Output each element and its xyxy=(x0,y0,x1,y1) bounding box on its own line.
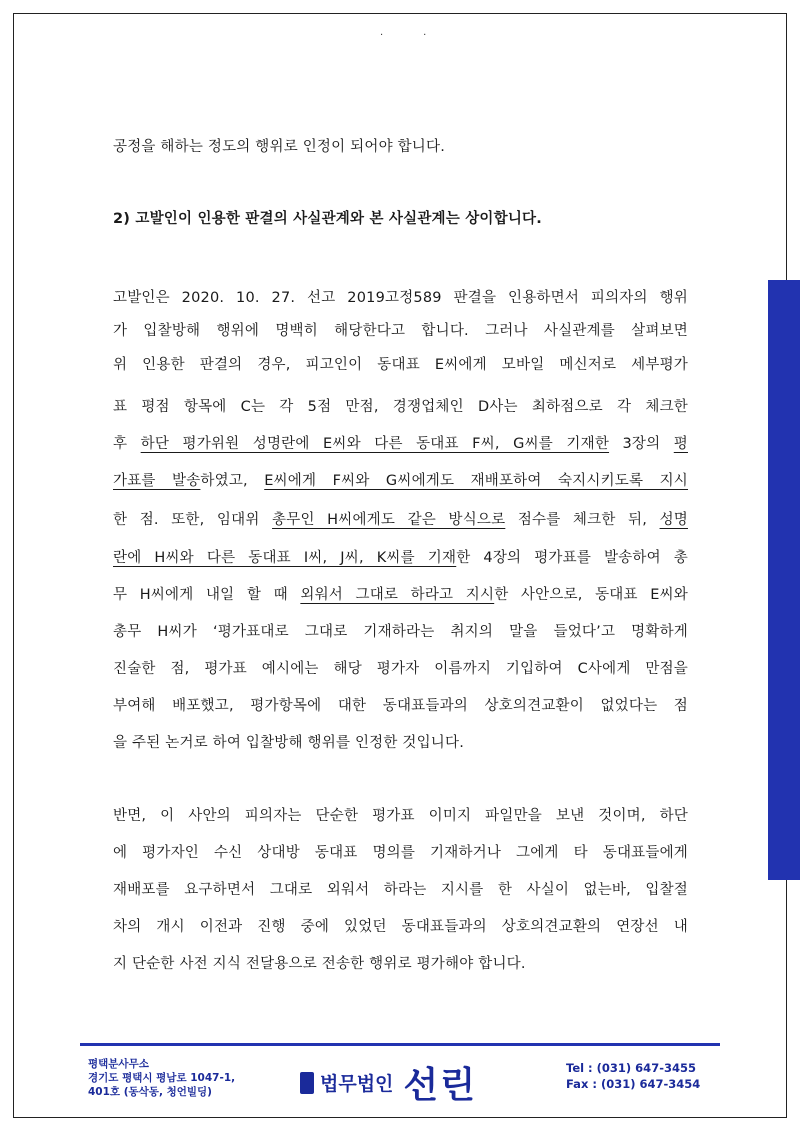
firm-logo-icon xyxy=(300,1072,314,1094)
underlined-text: E씨에게 F씨와 G씨에게도 재배포하여 숙지시키도록 지시 xyxy=(264,473,689,489)
text-segment: 3장의 xyxy=(609,436,674,452)
body-line xyxy=(113,806,688,826)
section-heading xyxy=(113,209,688,229)
body-line xyxy=(113,137,688,157)
text-segment: 고발인은 2020. 10. 27. 선고 2019고정589 판결을 인용하면서 피의자의 행위 xyxy=(113,290,688,306)
text-segment: 한 사안으로, 동대표 E씨와 xyxy=(494,587,688,603)
text-segment: 부여해 배포했고, 평가항목에 대한 동대표들과의 상호의견교환이 없었다는 점 xyxy=(113,698,688,714)
body-line xyxy=(113,917,688,937)
underlined-text: 외워서 그대로 하라고 지시 xyxy=(300,587,495,603)
body-line xyxy=(113,288,688,308)
text-segment: 에 평가자인 수신 상대방 동대표 명의를 기재하거나 그에게 타 동대표들에게 xyxy=(113,845,688,861)
address-line-1: 경기도 평택시 평남로 1047-1, xyxy=(88,1072,236,1084)
text-segment: 진술한 점, 평가표 예시에는 해당 평가자 이름까지 기입하여 C사에게 만점을 xyxy=(113,661,688,677)
underlined-text: 하단 평가위원 성명란에 E씨와 다른 동대표 F씨, G씨를 기재한 xyxy=(140,436,610,452)
underlined-text: 성명 xyxy=(659,512,688,528)
body-line xyxy=(113,843,688,863)
text-segment: 무 H씨에게 내일 할 때 xyxy=(113,587,301,603)
underlined-text: 란에 H씨와 다른 동대표 I씨, J씨, K씨를 기재 xyxy=(113,550,457,566)
text-segment: 하였고, xyxy=(200,473,265,489)
text-segment: 2) 고발인이 인용한 판결의 사실관계와 본 사실관계는 상이합니다. xyxy=(113,211,542,227)
underlined-text: 총무인 H씨에게도 같은 방식으로 xyxy=(272,512,506,528)
text-segment: 위 인용한 판결의 경우, 피고인이 동대표 E씨에게 모바일 메신저로 세부평가 xyxy=(113,357,688,373)
body-line xyxy=(113,622,688,642)
underlined-text: 평 xyxy=(673,436,688,452)
text-segment: 총무 H씨가 ‘평가표대로 그대로 기재하라는 취지의 말을 들었다’고 명확하게 xyxy=(113,624,688,640)
text-segment: 표 평점 항목에 C는 각 5점 만점, 경쟁업체인 D사는 최하점으로 각 체크한 xyxy=(113,399,688,415)
phone-number: Tel : (031) 647-3455 xyxy=(566,1061,696,1075)
text-segment: 한 4장의 평가표를 발송하여 총 xyxy=(456,550,688,566)
firm-name: 선린 xyxy=(403,1065,477,1106)
text-segment: 후 xyxy=(113,436,141,452)
text-segment: 지 단순한 사전 지식 전달용으로 전송한 행위로 평가해야 합니다. xyxy=(113,956,526,972)
text-segment: 공정을 해하는 정도의 행위로 인정이 되어야 합니다. xyxy=(113,139,446,155)
text-segment: 을 주된 논거로 하여 입찰방해 행위를 인정한 것입니다. xyxy=(113,735,465,751)
body-line xyxy=(113,548,688,568)
letterhead-footer xyxy=(0,1040,800,1132)
text-segment: 반면, 이 사안의 피의자는 단순한 평가표 이미지 파일만을 보낸 것이며, 하단 xyxy=(113,808,688,824)
office-address xyxy=(88,1057,235,1099)
text-segment: 가 입찰방해 행위에 명백히 해당한다고 합니다. 그러나 사실관계를 살펴보면 xyxy=(113,323,688,339)
body-line xyxy=(113,659,688,679)
body-line xyxy=(113,696,688,716)
body-line xyxy=(113,733,688,753)
text-segment: 차의 개시 이전과 진행 중에 있었던 동대표들과의 상호의견교환의 연장선 내 xyxy=(113,919,688,935)
contact-info xyxy=(566,1060,700,1092)
scan-specks: ·​· xyxy=(380,30,467,41)
body-line xyxy=(113,471,688,491)
fax-number: Fax : (031) 647-3454 xyxy=(566,1077,701,1091)
body-line xyxy=(113,397,688,417)
side-index-tab xyxy=(768,280,800,880)
body-line xyxy=(113,880,688,900)
body-line xyxy=(113,355,688,375)
body-line xyxy=(113,954,688,974)
address-line-2: 401호 (동삭동, 청언빌딩) xyxy=(88,1086,212,1098)
text-segment: 점수를 체크한 뒤, xyxy=(505,512,660,528)
body-line xyxy=(113,434,688,454)
text-segment: 한 점. 또한, 임대위 xyxy=(113,512,273,528)
office-title: 평택분사무소 xyxy=(88,1058,149,1070)
body-line xyxy=(113,321,688,341)
underlined-text: 가표를 발송 xyxy=(113,473,201,489)
footer-divider xyxy=(80,1043,720,1046)
body-line xyxy=(113,585,688,605)
firm-logo-block xyxy=(300,1057,477,1108)
body-line xyxy=(113,510,688,530)
text-segment: 재배포를 요구하면서 그대로 외워서 하라는 지시를 한 사실이 없는바, 입찰절 xyxy=(113,882,688,898)
firm-label: 법무법인 xyxy=(320,1073,394,1095)
